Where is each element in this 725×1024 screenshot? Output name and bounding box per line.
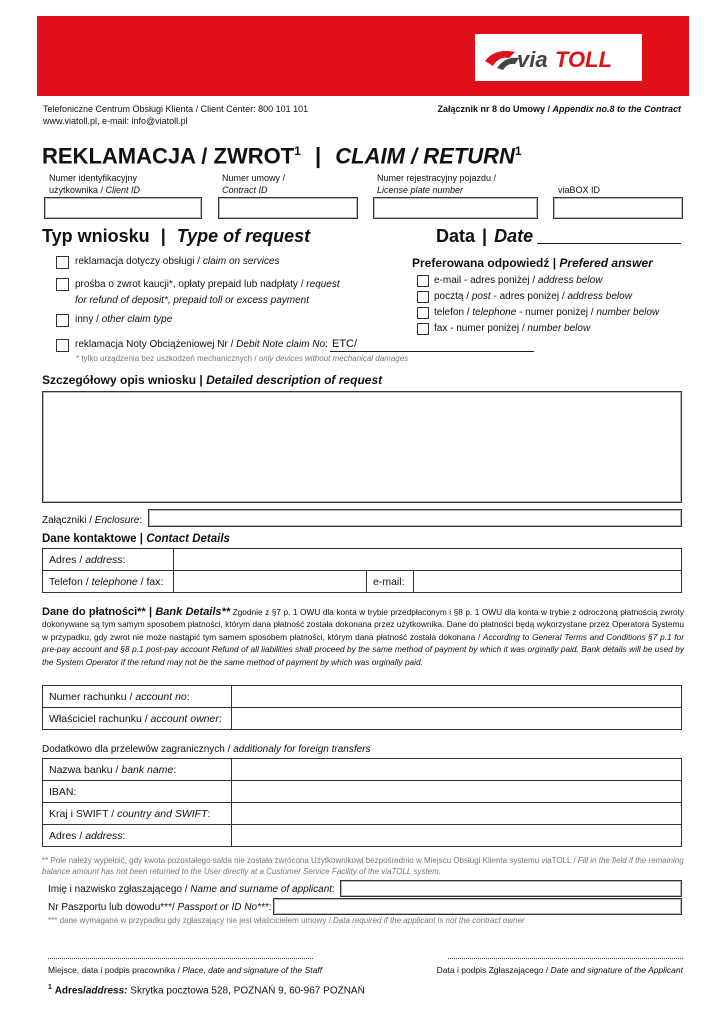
contact-address-row <box>43 549 682 571</box>
description-heading: Szczegółowy opis wniosku | Detailed description of request <box>42 373 383 387</box>
applicant-name-field[interactable] <box>340 880 682 897</box>
applicant-footnote: *** dane wymagane w przypadku gdy zgłaszający nie jest właścicielem umowy / Data required if the applicant is not the contract owner <box>48 916 525 925</box>
foreign-transfers-heading: Dodatkowo dla przelewów zagranicznych / additionaly for foreign transfers <box>42 744 371 755</box>
date-label: Data | Date <box>436 226 534 246</box>
account-owner-row <box>43 708 682 730</box>
applicant-signature-line[interactable] <box>448 958 683 959</box>
account-number-row <box>43 686 682 708</box>
contact-phone-row <box>43 571 682 593</box>
contact-email-label: e-mail: <box>367 571 414 593</box>
device-footnote: * tylko urządzenia bez uszkodzeń mechanicznych / only devices without mechanical damages <box>76 354 409 363</box>
account-owner-field[interactable] <box>232 708 682 730</box>
answer-fax-label: fax - numer poniżej / number below <box>434 323 591 334</box>
passport-field[interactable] <box>273 898 682 915</box>
refund-request-label: prośba o zwrot kaucji*, opłaty prepaid lub nadpłaty / request for refund of deposit*, prepaid toll or excess payment <box>75 279 340 306</box>
contact-phone-field[interactable] <box>174 571 367 593</box>
viabox-id-field[interactable] <box>553 197 683 219</box>
answer-post-label: pocztą / post - adres poniżej / address below <box>434 291 632 302</box>
foreign-table <box>42 758 682 847</box>
bank-address-field[interactable] <box>232 825 682 847</box>
bank-name-row <box>43 759 682 781</box>
bank-name-label: Nazwa banku / bank name: <box>43 759 232 781</box>
country-swift-label: Kraj i SWIFT / country and SWIFT: <box>43 803 232 825</box>
iban-field[interactable] <box>232 781 682 803</box>
bank-address-label: Adres / address: <box>43 825 232 847</box>
enclosure-field[interactable] <box>148 509 682 527</box>
enclosure-label: Załączniki / Enclosure: <box>42 515 143 526</box>
bank-address-row <box>43 825 682 847</box>
contact-line-2: www.viatoll.pl, e-mail: info@viatoll.pl <box>43 116 188 126</box>
debit-note-checkbox[interactable] <box>56 339 69 352</box>
contact-address-label: Adres / address: <box>43 549 174 571</box>
bank-name-field[interactable] <box>232 759 682 781</box>
contact-address-field[interactable] <box>174 549 682 571</box>
footer-address: $^1$ Adres/address: Skrytka pocztowa 528, POZNAŃ 9, 60-967 POZNAŃ <box>48 984 365 997</box>
iban-row <box>43 781 682 803</box>
answer-email-label: e-mail - adres poniżej / address below <box>434 275 603 286</box>
claim-on-services-checkbox[interactable] <box>56 256 69 269</box>
contact-table <box>42 548 682 593</box>
svg-text:via: via <box>517 47 548 72</box>
refund-request-checkbox[interactable] <box>56 278 69 291</box>
contract-id-field[interactable] <box>218 197 358 219</box>
claim-on-services-label: reklamacja dotyczy obsługi / claim on services <box>75 256 280 267</box>
balance-footnote: ** Pole należy wypełnić, gdy kwota pozostałego salda nie została zwrócona Użytkownikowi bezpośrednio w Miejscu Obsługi Klienta systemu viaTOLL / Fill in the field if the remaining balance amount has not been returned to the User directly at a Customer Service Facility of the viaTOLL system. <box>42 856 684 876</box>
answer-phone-checkbox[interactable] <box>417 307 429 319</box>
staff-signature-line[interactable] <box>48 958 313 959</box>
date-field[interactable] <box>537 243 681 244</box>
page-title: REKLAMACJA / ZWROT$^1$ | CLAIM / RETURN$^1$ <box>42 143 522 169</box>
license-plate-label: Numer rejestracyjny pojazdu / License plate number <box>377 173 497 195</box>
contact-email-field[interactable] <box>414 571 682 593</box>
account-number-label: Numer rachunku / account no: <box>43 686 232 708</box>
contact-details-heading: Dane kontaktowe | Contact Details <box>42 533 230 545</box>
answer-email-checkbox[interactable] <box>417 275 429 287</box>
client-id-field[interactable] <box>44 197 202 219</box>
account-owner-label: Właściciel rachunku / account owner: <box>43 708 232 730</box>
applicant-signature-label: Data i podpis Zgłaszającego / Date and signature of the Applicant <box>436 965 683 975</box>
account-number-field[interactable] <box>232 686 682 708</box>
country-swift-field[interactable] <box>232 803 682 825</box>
answer-phone-label: telefon / telephone - numer poniżej / number below <box>434 307 660 318</box>
bank-table <box>42 685 682 730</box>
other-claim-label: inny / other claim type <box>75 314 173 325</box>
contact-line-1: Telefoniczne Centrum Obsługi Klienta / Client Center: 800 101 101 <box>43 104 309 114</box>
passport-label: Nr Paszportu lub dowodu***/ Passport or ID No***: <box>48 902 272 913</box>
viatoll-logo <box>475 34 642 81</box>
annex-label: Załącznik nr 8 do Umowy / Appendix no.8 to the Contract <box>437 104 681 114</box>
contact-phone-label: Telefon / telephone / fax: <box>43 571 174 593</box>
answer-fax-checkbox[interactable] <box>417 323 429 335</box>
license-plate-field[interactable] <box>373 197 538 219</box>
viabox-id-label: viaBOX ID <box>558 185 601 195</box>
answer-post-checkbox[interactable] <box>417 291 429 303</box>
debit-note-label: reklamacja Noty Obciążeniowej Nr / Debit Note claim No: <box>75 339 328 350</box>
iban-label: IBAN: <box>43 781 232 803</box>
other-claim-checkbox[interactable] <box>56 314 69 327</box>
request-type-heading: Typ wniosku | Type of request <box>42 226 311 246</box>
staff-signature-label: Miejsce, data i podpis pracownika / Place, date and signature of the Staff <box>48 965 323 975</box>
debit-note-prefix: ETC/ <box>332 338 358 350</box>
client-id-label: Numer identyfikacyjny użytkownika / Client ID <box>49 173 141 195</box>
applicant-name-label: Imię i nazwisko zgłaszającego / Name and surname of applicant: <box>48 884 335 895</box>
debit-note-number-field[interactable] <box>330 351 534 352</box>
preferred-answer-heading: Preferowana odpowiedź | Prefered answer <box>412 256 653 270</box>
description-textarea[interactable] <box>42 391 682 503</box>
country-swift-row <box>43 803 682 825</box>
svg-text:TOLL: TOLL <box>555 47 613 72</box>
contract-id-label: Numer umowy / Contract ID <box>222 173 286 195</box>
bank-details-text: Dane do płatności** | Bank Details** Zgodnie z §7 p. 1 OWU dla konta w trybie przedpłaconym i §8 p. 1 OWU dla konta w trybie z odroczoną płatnością zwroty dokonywane są tym samym sposobem płatności, którym dana płatność została dokonana przez użytkownika. Dane do płatności będą wykorzystane przez Operatora Systemu w przypadku, gdy zwrot nie może nastąpić tym samem sposobem płatności, którym dana płatność została dokonana / According to General Terms and Conditions §7 p.1 for pre-pay account and §8 p.1 post-pay account Refund of all liabilities shall proceed by the same method of payment by which it was orginally paid. Bank details will be used by the System Operator if the refund may not be the same method of payment by which was orginally paid. <box>42 606 685 667</box>
